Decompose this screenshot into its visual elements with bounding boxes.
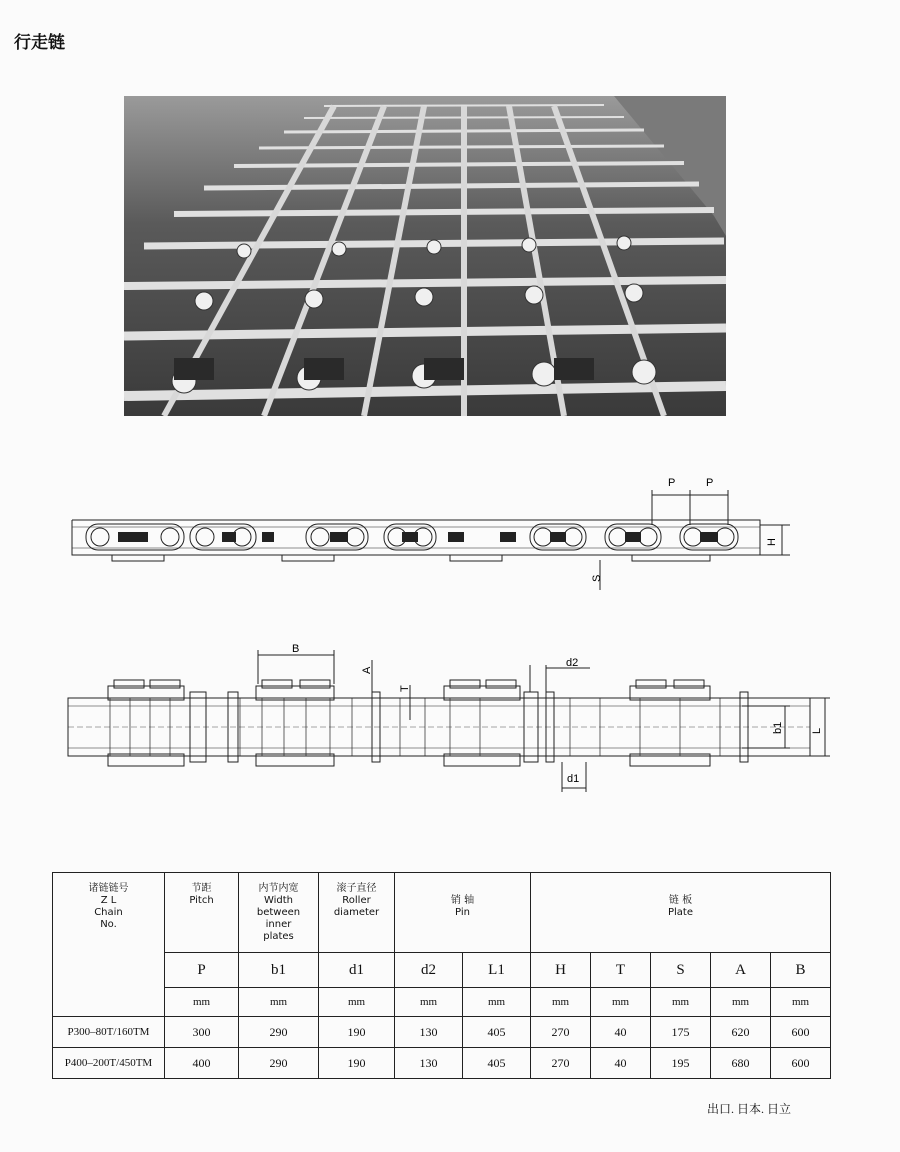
- table-row: [53, 1017, 831, 1048]
- symbol-cell: L1: [463, 953, 531, 988]
- side-view: [72, 490, 790, 590]
- dim-d2: d2: [566, 657, 579, 669]
- value-cell: 130: [395, 1048, 463, 1079]
- value-cell: 400: [165, 1048, 239, 1079]
- value-cell: 130: [395, 1017, 463, 1048]
- dim-p-right: P: [706, 477, 714, 489]
- symbol-cell: S: [651, 953, 711, 988]
- value-cell: 175: [651, 1017, 711, 1048]
- value-cell: 405: [463, 1048, 531, 1079]
- symbol-cell: P: [165, 953, 239, 988]
- symbol-cell: T: [591, 953, 651, 988]
- dim-l: L: [811, 727, 823, 734]
- dim-t: T: [399, 685, 411, 692]
- value-cell: 405: [463, 1017, 531, 1048]
- symbol-cell: d2: [395, 953, 463, 988]
- origin-note: 出口. 日本. 日立: [707, 1102, 792, 1116]
- value-cell: 600: [771, 1048, 831, 1079]
- value-cell: 270: [531, 1017, 591, 1048]
- chain-photo: [124, 96, 726, 416]
- chain-model-cell: P400–200T/450TM: [53, 1048, 165, 1079]
- value-cell: 40: [591, 1048, 651, 1079]
- symbol-cell: d1: [319, 953, 395, 988]
- unit-cell: mm: [239, 988, 319, 1017]
- symbol-cell: A: [711, 953, 771, 988]
- unit-cell: mm: [711, 988, 771, 1017]
- unit-row: [53, 988, 831, 1017]
- unit-cell: mm: [771, 988, 831, 1017]
- header-roller: 滚子直径 Roller diameter: [319, 873, 395, 953]
- header-pitch: 节距 Pitch: [165, 873, 239, 953]
- unit-cell: mm: [395, 988, 463, 1017]
- dim-s: S: [591, 574, 603, 582]
- value-cell: 680: [711, 1048, 771, 1079]
- value-cell: 270: [531, 1048, 591, 1079]
- unit-cell: mm: [165, 988, 239, 1017]
- symbol-row: [53, 953, 831, 988]
- header-chain-no: 诸链链号 Z L Chain No.: [53, 873, 165, 1017]
- unit-cell: mm: [651, 988, 711, 1017]
- page-title: 行走链: [14, 33, 65, 53]
- header-pin: 销 轴 Pin: [395, 873, 531, 953]
- chain-model-cell: P300–80T/160TM: [53, 1017, 165, 1048]
- dim-a: A: [361, 666, 373, 674]
- header-plate: 链 板 Plate: [531, 873, 831, 953]
- value-cell: 600: [771, 1017, 831, 1048]
- unit-cell: mm: [463, 988, 531, 1017]
- value-cell: 190: [319, 1048, 395, 1079]
- dim-p-left: P: [668, 477, 676, 489]
- dim-b1: b1: [772, 721, 784, 734]
- spec-table: [52, 872, 831, 1079]
- value-cell: 300: [165, 1017, 239, 1048]
- dim-b: B: [292, 643, 300, 655]
- symbol-cell: H: [531, 953, 591, 988]
- chain-drawings: [0, 470, 900, 800]
- dim-d1: d1: [567, 773, 580, 785]
- unit-cell: mm: [591, 988, 651, 1017]
- value-cell: 190: [319, 1017, 395, 1048]
- header-width: 内节内宽 Width between inner plates: [239, 873, 319, 953]
- plan-view: [68, 650, 830, 792]
- dim-h: H: [766, 538, 778, 546]
- symbol-cell: B: [771, 953, 831, 988]
- value-cell: 290: [239, 1048, 319, 1079]
- symbol-cell: b1: [239, 953, 319, 988]
- value-cell: 40: [591, 1017, 651, 1048]
- value-cell: 290: [239, 1017, 319, 1048]
- value-cell: 620: [711, 1017, 771, 1048]
- unit-cell: mm: [531, 988, 591, 1017]
- table-row: [53, 1048, 831, 1079]
- unit-cell: mm: [319, 988, 395, 1017]
- value-cell: 195: [651, 1048, 711, 1079]
